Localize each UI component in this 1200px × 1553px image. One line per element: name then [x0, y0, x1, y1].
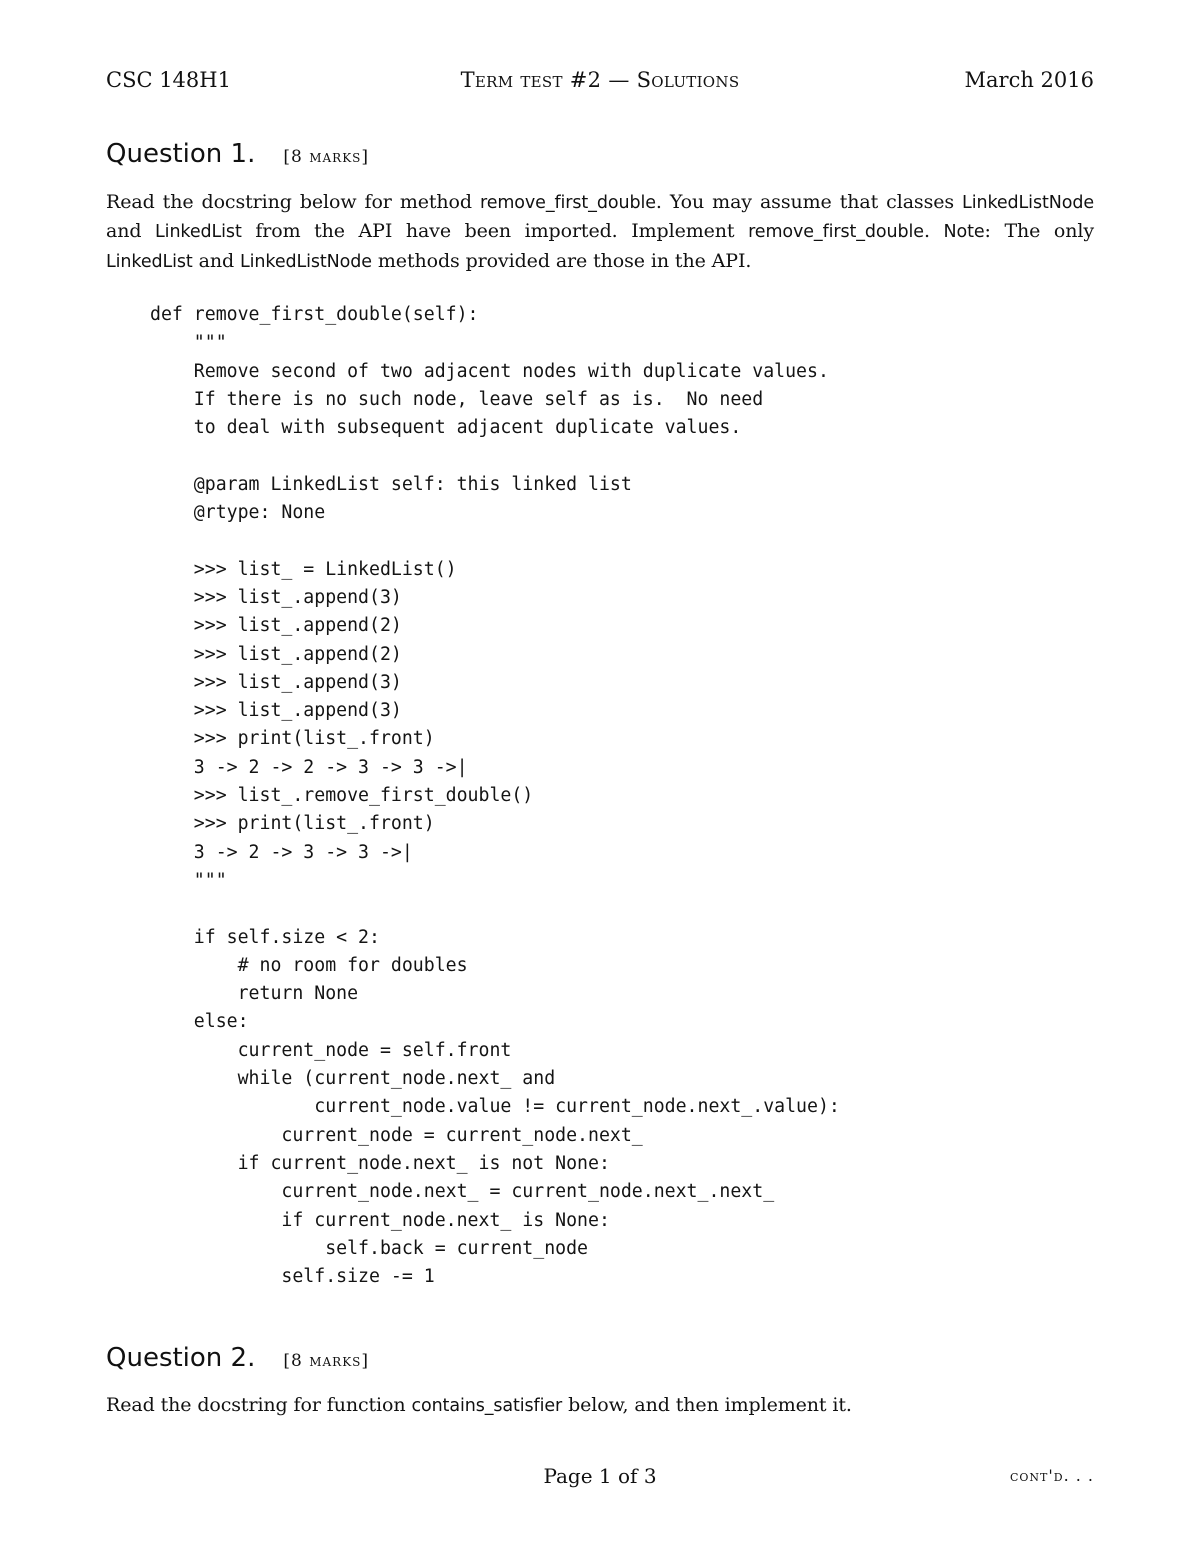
code-line: 3 -> 2 -> 3 -> 3 ->| — [150, 841, 413, 863]
code-line: if current_node.next_ is not None: — [150, 1152, 610, 1174]
header-title: Term test #2 — Solutions — [460, 68, 740, 92]
note-label: Note — [943, 222, 985, 243]
question-1-label: Question 1. — [106, 139, 256, 169]
code-line: """ — [150, 869, 227, 891]
question-2-marks: [8 marks] — [283, 1351, 370, 1371]
code-line: current_node = self.front — [150, 1039, 512, 1061]
code-line: to deal with subsequent adjacent duplicate values. — [150, 417, 742, 439]
code-line: >>> print(list_.front) — [150, 728, 435, 750]
intro-text: below, and then implement it. — [562, 1394, 852, 1416]
class-name: LinkedListNode — [962, 193, 1094, 213]
code-line: If there is no such node, leave self as is. No need — [150, 388, 764, 410]
code-line: current_node.next_ = current_node.next_.next_ — [150, 1181, 775, 1203]
code-line: >>> list_.append(3) — [150, 586, 402, 608]
footer-continued: cont'd. . . — [1009, 1466, 1094, 1485]
code-line: @rtype: None — [150, 502, 326, 524]
code-line — [150, 895, 840, 923]
intro-text: Read the docstring for function — [106, 1394, 412, 1416]
question-2-intro — [106, 1391, 1094, 1420]
code-line: >>> list_.remove_first_double() — [150, 785, 534, 807]
question-2-label: Question 2. — [106, 1343, 256, 1373]
method-name: remove_first_double — [748, 222, 924, 243]
code-line: >>> list_.append(2) — [150, 643, 402, 665]
code-line: return None — [150, 983, 359, 1005]
header-date: March 2016 — [964, 68, 1094, 92]
code-line: >>> list_ = LinkedList() — [150, 558, 457, 580]
code-line: 3 -> 2 -> 2 -> 3 -> 3 ->| — [150, 756, 468, 778]
intro-text: and — [106, 220, 156, 243]
intro-text: . You may assume that classes — [655, 191, 963, 213]
code-line: >>> print(list_.front) — [150, 813, 435, 835]
function-name: contains_satisfier — [411, 1396, 563, 1416]
solution-code-block — [150, 301, 840, 1291]
intro-text: from the API have been imported. Implement — [241, 220, 749, 243]
question-1-heading — [106, 137, 369, 174]
question-1-intro — [106, 188, 1094, 276]
code-line: Remove second of two adjacent nodes with duplicate values. — [150, 360, 829, 382]
code-line — [150, 527, 840, 555]
code-line: if current_node.next_ is None: — [150, 1209, 610, 1231]
footer-page-number: Page 1 of 3 — [543, 1464, 657, 1488]
method-name: remove_first_double — [479, 193, 656, 213]
code-line: while (current_node.next_ and — [150, 1068, 556, 1090]
intro-text: Read the docstring below for method — [106, 191, 480, 213]
code-line: @param LinkedList self: this linked list — [150, 473, 632, 495]
code-line: self.back = current_node — [150, 1237, 588, 1259]
code-line: """ — [150, 332, 227, 354]
class-name: LinkedList — [106, 251, 193, 272]
code-line: >>> list_.append(3) — [150, 671, 402, 693]
question-2-heading — [106, 1341, 369, 1378]
code-line: # no room for doubles — [150, 954, 468, 976]
code-line: current_node = current_node.next_ — [150, 1124, 643, 1146]
intro-text: and — [192, 249, 240, 272]
question-1-marks: [8 marks] — [283, 147, 370, 167]
code-line: current_node.value != current_node.next_.value): — [150, 1096, 840, 1118]
class-name: LinkedList — [155, 222, 242, 243]
intro-text: methods provided are those in the API. — [371, 249, 752, 272]
code-line: if self.size < 2: — [150, 926, 380, 948]
header-course: CSC 148H1 — [106, 68, 231, 92]
code-line: >>> list_.append(2) — [150, 615, 402, 637]
code-line: else: — [150, 1011, 249, 1033]
code-line: >>> list_.append(3) — [150, 700, 402, 722]
code-line: def remove_first_double(self): — [150, 304, 479, 325]
intro-text: : The only — [984, 220, 1094, 243]
code-line — [150, 442, 840, 470]
intro-text: . — [923, 220, 944, 243]
class-name: LinkedListNode — [240, 251, 372, 272]
code-line: self.size -= 1 — [150, 1266, 435, 1288]
